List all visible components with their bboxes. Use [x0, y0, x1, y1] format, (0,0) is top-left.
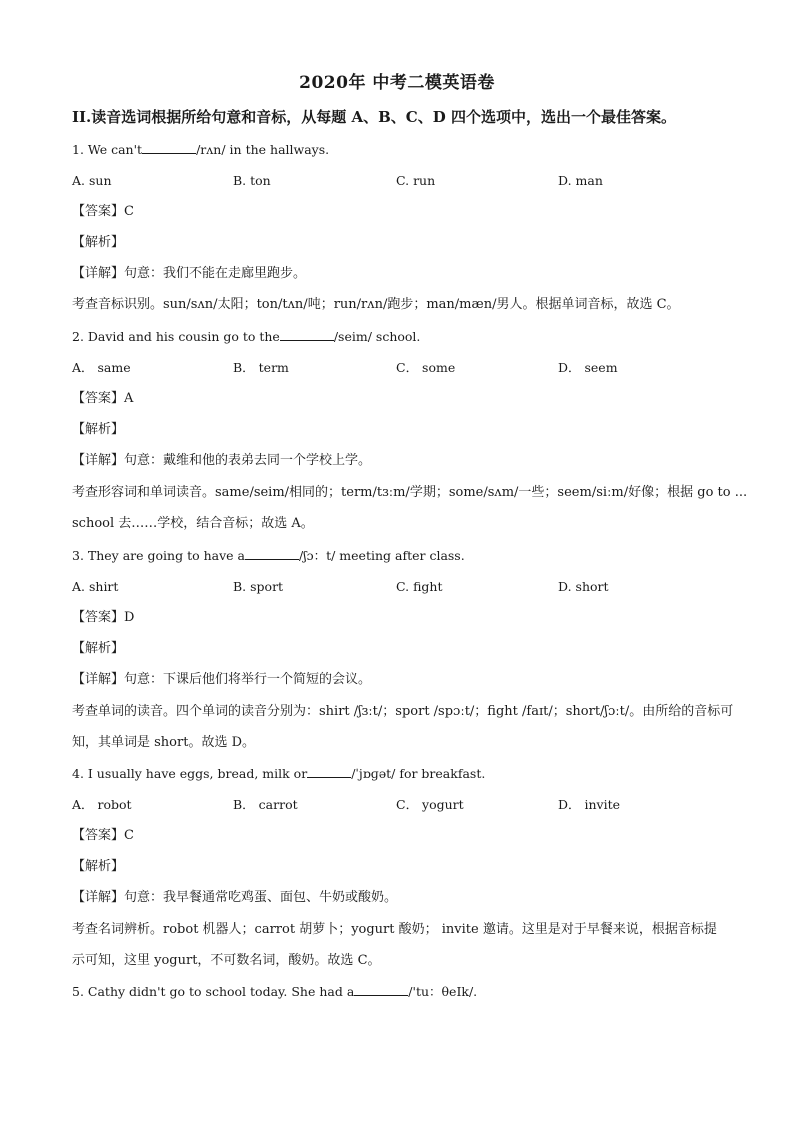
- question-2-analysis-label: 【解析】: [72, 422, 125, 437]
- question-3-blank: [245, 548, 299, 560]
- question-3-answer: 【答案】D: [72, 610, 135, 625]
- question-1-option-b: B. ton: [233, 173, 271, 188]
- question-3-stem: [72, 548, 465, 564]
- question-3-explanation-line-2: 知，其单词是 short。故选 D。: [72, 735, 255, 750]
- question-1-option-a: A. sun: [72, 173, 112, 188]
- question-3-option-a: A. shirt: [72, 579, 119, 594]
- question-3-explanation-line-1: 考查单词的读音。四个单词的读音分别为：shirt /ʃɜːt/；sport /spɔːt/；fight /faɪt/；short/ʃɔːt/。由所给的音标可: [72, 704, 734, 719]
- question-2-explanation-line-2: school 去……学校，结合音标；故选 A。: [72, 516, 314, 531]
- question-2-explanation-line-1: 考查形容词和单词读音。same/seim/相同的；term/tɜːm/学期；some/sʌm/一些；seem/siːm/好像；根据 go to ...: [72, 485, 748, 500]
- question-3-stem-pre: 3. They are going to have a: [72, 548, 245, 563]
- question-4-detail: 【详解】句意：我早餐通常吃鸡蛋、面包、牛奶或酸奶。: [72, 890, 398, 905]
- question-2-blank: [280, 329, 334, 341]
- question-4-stem-post: /ˈjɒɡət/ for breakfast.: [351, 766, 486, 781]
- question-1-stem-pre: 1. We can't: [72, 142, 143, 157]
- question-4-explanation-line-1: 考查名词辨析。robot 机器人；carrot 胡萝卜；yogurt 酸奶； invite 邀请。这里是对于早餐来说，根据音标提: [72, 922, 717, 937]
- question-2-stem-pre: 2. David and his cousin go to the: [72, 329, 280, 344]
- question-1-option-c: C. run: [396, 173, 436, 188]
- page-title: 2020年 中考二模英语卷: [299, 73, 495, 93]
- question-2-detail: 【详解】句意：戴维和他的表弟去同一个学校上学。: [72, 453, 372, 468]
- question-4-stem: [72, 766, 485, 782]
- question-4-option-b: B． carrot: [233, 797, 298, 812]
- question-1-detail: 【详解】句意：我们不能在走廊里跑步。: [72, 266, 307, 281]
- question-2-stem-post: /seim/ school.: [333, 329, 421, 344]
- question-3-analysis-label: 【解析】: [72, 641, 125, 656]
- question-5-stem: [72, 984, 477, 1000]
- question-1-analysis-label: 【解析】: [72, 235, 125, 250]
- question-1-stem-post: /rʌn/ in the hallways.: [196, 142, 330, 157]
- question-4-analysis-label: 【解析】: [72, 859, 125, 874]
- question-3-detail: 【详解】句意：下课后他们将举行一个简短的会议。: [72, 672, 372, 687]
- question-5-stem-pre: 5. Cathy didn't go to school today. She had a: [72, 984, 355, 999]
- question-1-blank: [142, 142, 196, 154]
- question-2-answer: 【答案】A: [72, 391, 134, 406]
- question-4-option-d: D． invite: [558, 797, 621, 812]
- question-2-option-a: A． same: [72, 360, 131, 375]
- question-5-blank: [354, 984, 408, 996]
- question-3-stem-post: /ʃɔ：t/ meeting after class.: [298, 548, 465, 563]
- question-3-option-b: B. sport: [233, 579, 284, 594]
- question-4-stem-pre: 4. I usually have eggs, bread, milk or: [72, 766, 308, 781]
- question-1-answer: 【答案】C: [72, 204, 134, 219]
- question-4-answer: 【答案】C: [72, 828, 134, 843]
- question-2-option-b: B． term: [233, 360, 289, 375]
- question-4-blank: [307, 766, 351, 778]
- question-1-option-d: D. man: [558, 173, 603, 188]
- question-1-explanation: 考查音标识别。sun/sʌn/太阳；ton/tʌn/吨；run/rʌn/跑步；man/mæn/男人。根据单词音标，故选 C。: [72, 297, 680, 312]
- question-3-option-d: D. short: [558, 579, 609, 594]
- section-heading: II.读音选词根据所给句意和音标，从每题 A、B、C、D 四个选项中，选出一个最佳答案。: [72, 108, 676, 126]
- question-4-explanation-line-2: 示可知，这里 yogurt，不可数名词，酸奶。故选 C。: [72, 953, 381, 968]
- question-1-stem: [72, 142, 329, 158]
- question-2-option-c: C． some: [396, 360, 456, 375]
- question-3-option-c: C. fight: [396, 579, 443, 594]
- question-4-option-a: A． robot: [72, 797, 132, 812]
- question-5-stem-post: /'tu：θeIk/.: [408, 984, 478, 999]
- question-2-stem: [72, 329, 420, 345]
- question-2-option-d: D． seem: [558, 360, 618, 375]
- question-4-option-c: C． yogurt: [396, 797, 464, 812]
